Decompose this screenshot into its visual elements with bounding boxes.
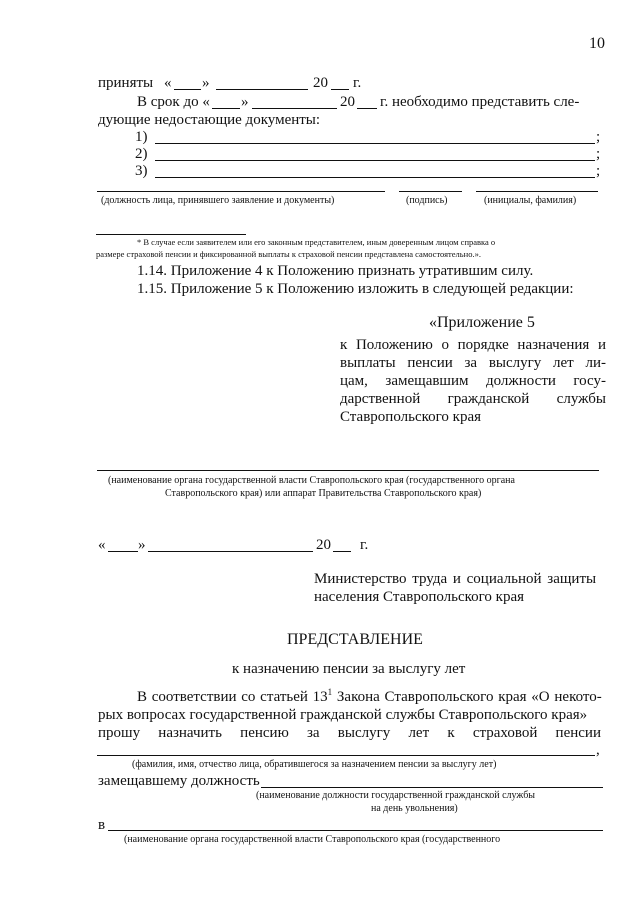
footnote-separator — [96, 234, 246, 235]
accepted-month-blank — [216, 89, 308, 90]
accepted-prefix: приняты — [98, 75, 154, 91]
deadline-year-prefix: 20 — [340, 94, 355, 110]
document-item-end: ; — [596, 129, 601, 145]
footnote-line-2: размере страховой пенсии и фиксированной выплаты к страховой пенсии представлена самостоятельно.». — [96, 249, 481, 259]
date-year-suffix: г. — [360, 537, 369, 553]
deadline-year-blank — [357, 108, 377, 109]
appendix-line: дарственной гражданской службы — [340, 391, 606, 407]
addressee-line-1: Министерство труда и социальной защиты — [314, 571, 597, 587]
body-line-1-end: Закона Ставропольского края «О некото- — [332, 689, 602, 705]
deadline-month-blank — [252, 108, 337, 109]
document-item-blank — [155, 177, 595, 178]
body-line-1-start: В соответствии со статьей 13 — [137, 689, 328, 705]
document-item-end: ; — [596, 146, 601, 162]
accepted-year-prefix: 20 — [313, 75, 328, 91]
addressee-line-2: населения Ставропольского края — [314, 589, 525, 605]
body-line-3 — [98, 724, 601, 742]
appendix-title: «Приложение 5 — [429, 314, 535, 331]
position-caption: (должность лица, принявшего заявление и документы) — [101, 195, 335, 206]
date-day-blank — [108, 551, 138, 552]
document-item-number: 3) — [135, 163, 148, 179]
date-month-blank — [148, 551, 313, 552]
accepted-quote-close: » — [202, 75, 210, 91]
authority-caption-2: (наименование органа государственной власти Ставропольского края (государственного — [124, 834, 501, 845]
signature-line — [399, 191, 462, 192]
footnote-line-1: * В случае если заявителем или его законным представителем, иным доверенным лицом справка о — [137, 237, 496, 247]
deadline-prefix: В срок до « — [137, 94, 210, 110]
initials-caption: (инициалы, фамилия) — [484, 195, 577, 206]
fio-caption: (фамилия, имя, отчество лица, обратившегося за назначением пенсии за выслугу лет) — [132, 759, 497, 770]
deadline-continuation: дующие недостающие документы: — [98, 112, 321, 128]
signature-caption: (подпись) — [406, 195, 448, 206]
document-subtitle: к назначению пенсии за выслугу лет — [232, 661, 466, 677]
authority-caption-line-2: Ставропольского края) или аппарат Правительства Ставропольского края) — [165, 488, 482, 499]
position-caption-line-2: на день увольнения) — [371, 803, 458, 814]
date-year-prefix: 20 — [316, 537, 331, 553]
body-line-2: рых вопросах государственной гражданской службы Ставропольского края» — [98, 707, 588, 723]
document-item-number: 1) — [135, 129, 148, 145]
deadline-day-blank — [212, 108, 240, 109]
amendment-1-15: 1.15. Приложение 5 к Положению изложить в следующей редакции: — [137, 281, 574, 297]
accepted-year-blank — [331, 89, 349, 90]
accepted-year-suffix: г. — [353, 75, 362, 91]
document-title: ПРЕДСТАВЛЕНИЕ — [287, 631, 423, 648]
fio-blank — [97, 755, 595, 756]
fio-comma: , — [596, 742, 600, 758]
accepted-day-blank — [174, 89, 201, 90]
article-superscript: 1 — [327, 687, 333, 697]
position-signature-line — [97, 191, 385, 192]
document-item-blank — [155, 143, 595, 144]
authority-line — [97, 470, 599, 471]
position-label: замещавшему должность — [98, 773, 260, 789]
amendment-1-14: 1.14. Приложение 4 к Положению признать утратившим силу. — [137, 263, 534, 279]
deadline-text-after: г. необходимо представить сле- — [380, 94, 580, 110]
position-caption-line-1: (наименование должности государственной гражданской службы — [256, 790, 535, 801]
date-quote-close: » — [138, 537, 146, 553]
date-quote-open: « — [98, 537, 106, 553]
deadline-quote-close: » — [241, 94, 249, 110]
date-year-blank — [333, 551, 351, 552]
position-blank — [261, 787, 603, 788]
appendix-line: к Положению о порядке назначения и — [340, 337, 606, 353]
accepted-quote-open: « — [164, 75, 172, 91]
document-item-blank — [155, 160, 595, 161]
appendix-line: цам, замещавшим должности госу- — [340, 373, 606, 389]
appendix-line: Ставропольского края — [340, 409, 481, 425]
in-label: в — [98, 817, 106, 833]
appendix-subtitle — [340, 336, 606, 426]
body-line-1 — [137, 688, 602, 706]
authority-caption-line-1: (наименование органа государственной власти Ставропольского края (государственного органа — [108, 475, 515, 486]
appendix-line: выплаты пенсии за выслугу лет ли- — [340, 355, 606, 371]
authority-blank-2 — [108, 830, 603, 831]
document-item-end: ; — [596, 163, 601, 179]
document-item-number: 2) — [135, 146, 148, 162]
initials-line — [476, 191, 598, 192]
page-number: 10 — [589, 35, 605, 52]
body-line-3-text: прошу назначить пенсию за выслугу лет к страховой пенсии — [98, 725, 601, 741]
